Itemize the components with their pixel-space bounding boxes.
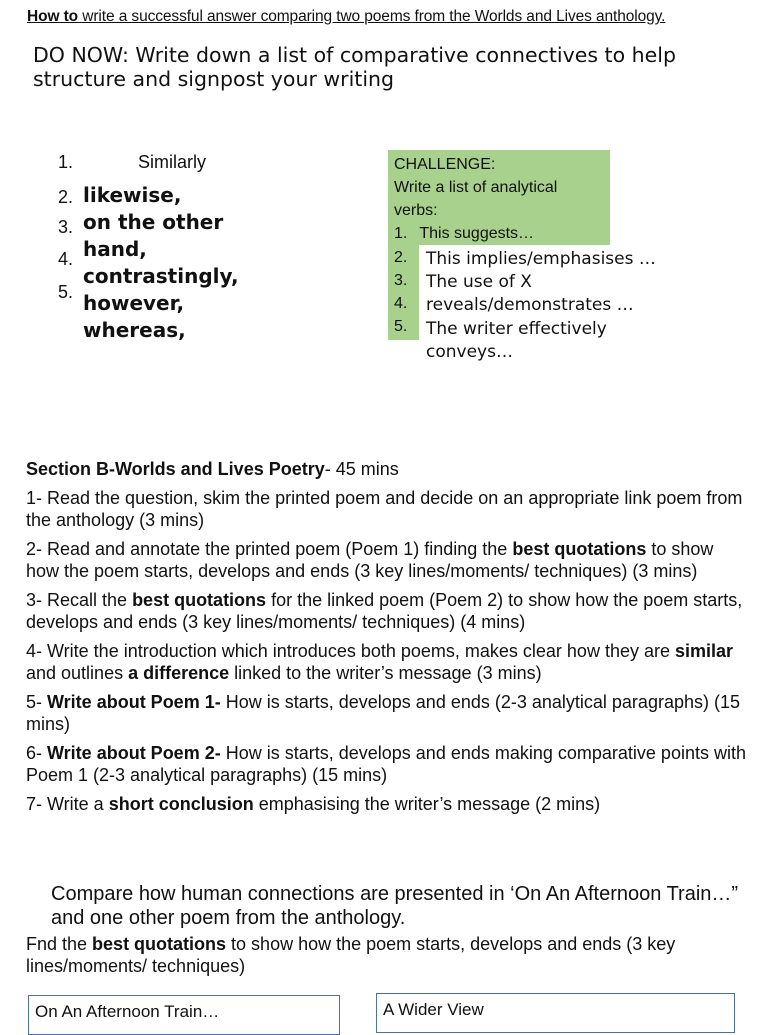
challenge-first-verb — [394, 222, 604, 245]
section-heading-bold: Section B-Worlds and Lives Poetry — [26, 459, 325, 479]
section-b-plan — [26, 458, 746, 822]
find-quotations-instruction — [26, 933, 726, 977]
challenge-heading: CHALLENGE: — [394, 156, 496, 173]
step-bold: similar — [674, 641, 734, 661]
step-3 — [26, 589, 746, 633]
step-bold: short conclusion — [108, 794, 254, 814]
connective-item: likewise, — [83, 183, 182, 207]
step-text: 5- — [26, 692, 48, 712]
step-5 — [26, 691, 746, 735]
verb-number: 3. — [394, 272, 408, 289]
step-text: 2- Read and annotate the printed poem (Poem 1) finding the — [26, 539, 513, 559]
step-text: 6- — [26, 743, 48, 763]
title-bold: How to — [27, 8, 79, 25]
step-text: for the linked poem (Poem 2) to show how the poem starts, develops and ends (3 key lines/moments/ techniques) (4 mins) — [26, 590, 743, 632]
verb-number: 4. — [394, 295, 408, 312]
verb-number: 2. — [394, 249, 408, 266]
step-1: 1- Read the question, skim the printed poem and decide on an appropriate link poem from the anthology (3 mins) — [26, 488, 743, 530]
connective-item: whereas, — [83, 318, 186, 342]
connective-first: Similarly — [138, 152, 207, 172]
verb-item: reveals/demonstrates … — [426, 295, 634, 316]
step-bold: Write about Poem 1- — [47, 692, 221, 712]
step-text: 4- Write the introduction which introduces both poems, makes clear how they are — [26, 641, 675, 661]
section-heading-time: - 45 mins — [324, 459, 399, 479]
do-now-task: DO NOW: Write down a list of comparative connectives to help structure and signpost your writing — [33, 43, 676, 91]
verb-item: This suggests… — [419, 225, 535, 242]
step-bold: Write about Poem 2- — [47, 743, 221, 763]
find-bold: best quotations — [92, 934, 227, 954]
step-text: linked to the writer’s message (3 mins) — [229, 663, 542, 683]
connective-item: contrastingly, — [83, 264, 239, 288]
connective-number: 2. — [58, 187, 74, 207]
connective-number: 1. — [58, 152, 74, 172]
poem-1-box[interactable]: On An Afternoon Train… — [28, 995, 340, 1035]
step-4 — [26, 640, 746, 684]
poem-2-box[interactable]: A Wider View — [376, 993, 735, 1033]
step-text: How is starts, develops and ends (2-3 analytical paragraphs) (15 mins) — [26, 692, 740, 734]
connectives-list — [83, 182, 283, 344]
step-2 — [26, 538, 746, 582]
challenge-text — [394, 153, 604, 245]
find-text: Fnd the — [26, 934, 93, 954]
connective-number: 3. — [58, 217, 74, 237]
connective-item: on the other hand, — [83, 210, 224, 261]
verb-item: This implies/emphasises … — [426, 249, 656, 269]
step-7 — [26, 793, 746, 815]
analytical-verbs-list — [426, 248, 716, 364]
step-text: emphasising the writer’s message (2 mins) — [253, 794, 601, 814]
connective-number: 5. — [58, 282, 74, 302]
verb-item: The use of X — [426, 272, 532, 293]
connective-item: however, — [83, 291, 185, 315]
step-bold: a difference — [128, 663, 230, 683]
verb-number: 5. — [394, 318, 408, 335]
exam-question: Compare how human connections are presented in ‘On An Afternoon Train…” and one other poem from the anthology. — [51, 883, 739, 929]
step-bold: best quotations — [512, 539, 647, 559]
step-text: 3- Recall the — [26, 590, 133, 610]
step-bold: best quotations — [132, 590, 267, 610]
step-6 — [26, 742, 746, 786]
title-rest: write a successful answer comparing two poems from the Worlds and Lives anthology. — [78, 8, 666, 25]
connective-number: 4. — [58, 249, 74, 269]
find-text: to show how the poem starts, develops and ends (3 key lines/moments/ techniques) — [26, 934, 676, 976]
page-title — [27, 8, 665, 26]
verb-number: 1. — [394, 225, 408, 242]
challenge-instruction: Write a list of analytical verbs: — [394, 179, 558, 219]
verb-item: The writer effectively conveys… — [426, 318, 607, 362]
section-heading — [26, 458, 746, 480]
step-text: How is starts, develops and ends making comparative points with Poem 1 (2-3 analytical paragraphs) (15 mins) — [26, 743, 746, 785]
step-text: and outlines — [26, 663, 129, 683]
step-text: to show how the poem starts, develops and ends (3 key lines/moments/ techniques) (3 mins) — [26, 539, 714, 581]
step-text: 7- Write a — [26, 794, 109, 814]
